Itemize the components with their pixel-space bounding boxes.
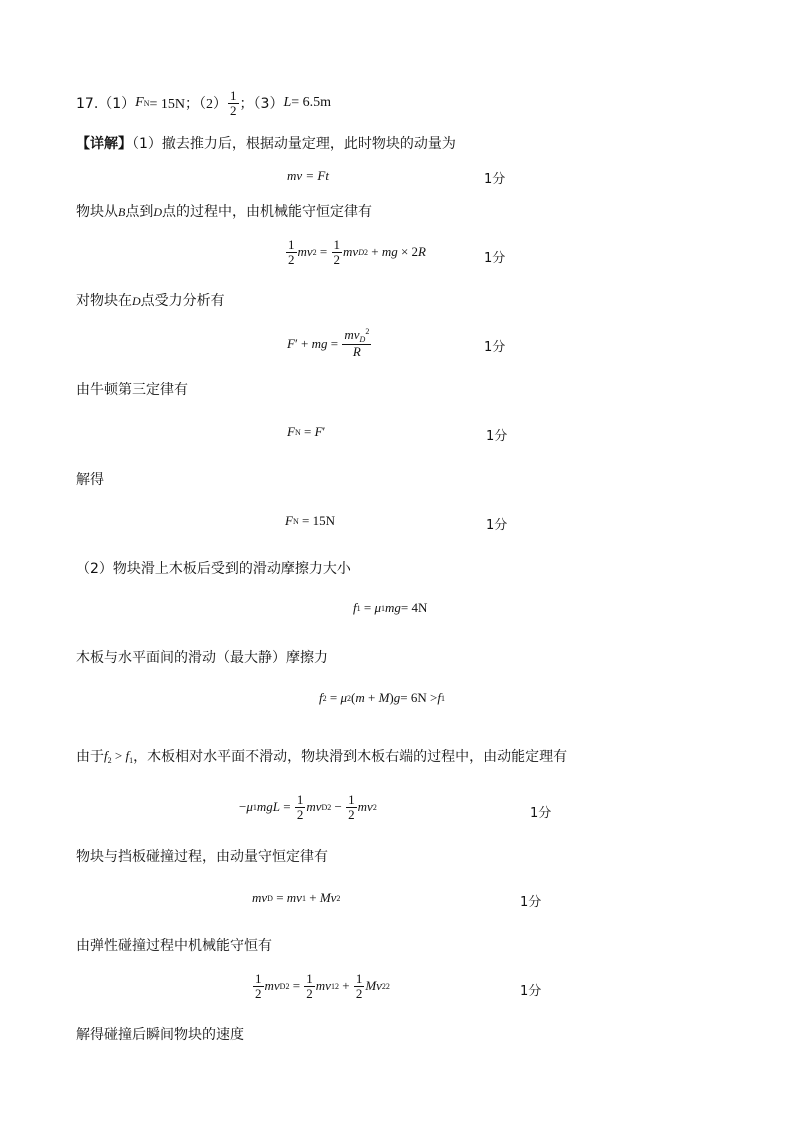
score-2: 1分 [484, 251, 506, 266]
equation-result-fn: F N = 15N [285, 513, 335, 528]
text-newton-third: 由牛顿第三定律有 [76, 382, 188, 398]
text-collision: 物块与挡板碰撞过程，由动量守恒定律有 [76, 849, 328, 865]
text-force-analysis: 对物块在D点受力分析有 [76, 293, 225, 309]
text-board-friction: 木板与水平面间的滑动（最大静）摩擦力 [76, 650, 328, 666]
detail-intro: 【详解】（1）撤去推力后，根据动量定理，此时物块的动量为 [76, 136, 456, 152]
score-4: 1分 [486, 429, 508, 444]
score-7: 1分 [520, 895, 542, 910]
equation-f1: f 1 = μ 1 mg = 4N [353, 600, 428, 615]
equation-f2: f 2 = μ 2 ( m + M ) g = 6N > f 1 [319, 690, 445, 705]
score-8: 1分 [520, 984, 542, 999]
score-5: 1分 [486, 518, 508, 533]
detail-tag: 【详解】 [76, 136, 132, 152]
equation-momentum: mv = Ft [287, 168, 329, 183]
equation-normal-force: F N = F ′ [287, 424, 326, 439]
answer-prefix: 17.（1） [76, 96, 136, 113]
equation-work-energy: − μ 1 mgL = $\frac{1}{2}$ mv D 2 − $\frac{1}{2}$ mv 2 [239, 792, 377, 822]
text-final: 解得碰撞后瞬间物块的速度 [76, 1027, 244, 1043]
score-6: 1分 [530, 806, 552, 821]
score-1: 1分 [484, 172, 506, 187]
text-since: 由于 $f_2 > f_1$ ，木板相对水平面不滑动，物块滑到木板右端的过程中，由动能定理有 [76, 747, 568, 765]
equation-energy: $\frac{1}{2}$ mv 2 = $\frac{1}{2}$ mv D 2 + mg × 2 R [288, 237, 426, 267]
score-3: 1分 [484, 340, 506, 355]
answer-3: L = 6.5m [283, 95, 332, 111]
text-elastic: 由弹性碰撞过程中机械能守恒有 [76, 938, 272, 954]
equation-force: F ′ + mg = $\frac{mv_D^2}{R}$ [287, 327, 370, 360]
equation-elastic-energy: $\frac{1}{2}$ mv D 2 = $\frac{1}{2}$ mv 1 2 + $\frac{1}{2}$ Mv 2 2 [255, 971, 390, 1001]
text-part2: （2）物块滑上木板后受到的滑动摩擦力大小 [76, 561, 351, 577]
answer-2-fraction: $\frac{1}{2}$ [230, 88, 237, 118]
answer-1: F N = 15N；（2） [135, 95, 228, 113]
equation-momentum-conservation: mv D = mv 1 + Mv 2 [252, 890, 341, 905]
text-solve: 解得 [76, 472, 104, 488]
text-b-to-d: 物块从B点到D点的过程中，由机械能守恒定律有 [76, 204, 373, 220]
answer-line: 17.（1） F N = 15N；（2） $\frac{1}{2}$ ；（3） L = 6.5m [76, 88, 332, 118]
